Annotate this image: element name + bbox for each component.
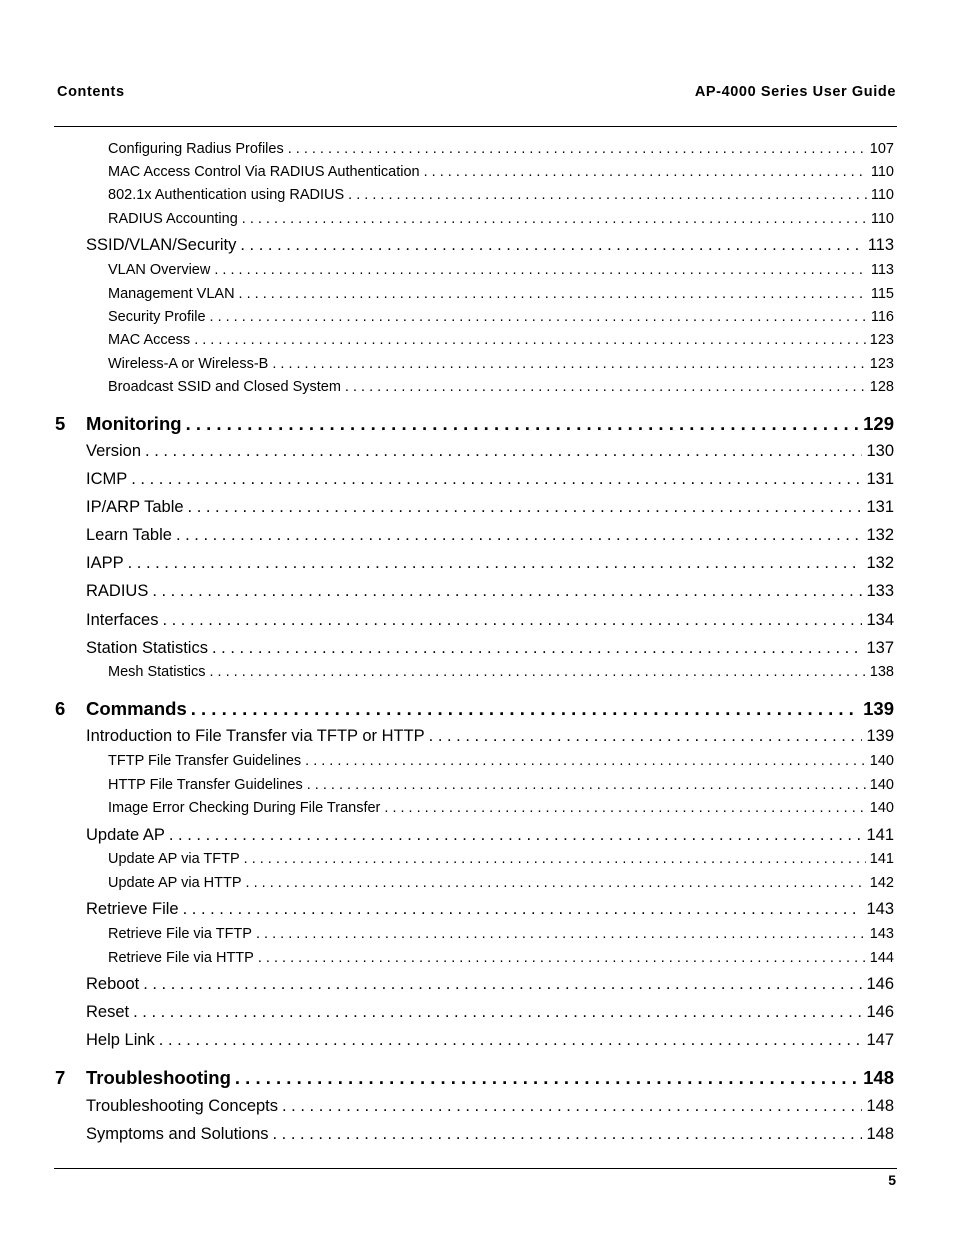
toc-entry-title: Wireless-A or Wireless-B: [108, 356, 269, 372]
toc-dot-leader: [429, 727, 863, 746]
toc-entry-title: Station Statistics: [86, 639, 208, 657]
toc-dot-leader: [282, 1097, 862, 1116]
toc-dot-leader: [191, 698, 859, 720]
toc-dot-leader: [384, 800, 865, 816]
toc-entry[interactable]: [108, 286, 894, 302]
toc-dot-leader: [176, 526, 863, 545]
toc-dot-leader: [131, 470, 862, 489]
toc-dot-leader: [307, 777, 866, 793]
toc-entry-title: HTTP File Transfer Guidelines: [108, 777, 303, 793]
toc-entry[interactable]: [86, 639, 894, 658]
toc-entry-title: Learn Table: [86, 526, 172, 544]
toc-entry[interactable]: [108, 141, 894, 157]
toc-entry-title: Commands: [86, 698, 187, 719]
toc-entry-title: MAC Access: [108, 332, 191, 348]
toc-entry[interactable]: [86, 498, 894, 517]
toc-entry[interactable]: [108, 356, 894, 372]
toc-dot-leader: [235, 1067, 859, 1089]
toc-entry[interactable]: [108, 875, 894, 891]
toc-entry[interactable]: [86, 1031, 894, 1050]
toc-entry[interactable]: [108, 800, 894, 816]
toc-entry-page: 115: [870, 286, 894, 302]
toc-entry-title: Introduction to File Transfer via TFTP or HTTP: [86, 727, 425, 745]
toc-entry-title: Image Error Checking During File Transfer: [108, 800, 381, 816]
toc-dot-leader: [214, 262, 867, 278]
toc-entry-title: VLAN Overview: [108, 262, 211, 278]
toc-entry[interactable]: [108, 309, 894, 325]
toc-entry-page: 131: [866, 470, 894, 488]
toc-entry-page: 113: [867, 236, 894, 254]
toc-entry[interactable]: [86, 1125, 894, 1144]
toc-chapter-entry[interactable]: [55, 698, 894, 720]
footer-rule: [54, 1168, 897, 1169]
toc-entry-title: Security Profile: [108, 309, 206, 325]
toc-entry-page: 146: [866, 975, 894, 993]
toc-dot-leader: [145, 442, 862, 461]
toc-chapter-entry[interactable]: [55, 1067, 894, 1089]
toc-dot-leader: [194, 332, 866, 348]
toc-dot-leader: [183, 900, 863, 919]
toc-entry-page: 141: [869, 851, 894, 867]
toc-entry-page: 139: [863, 698, 894, 719]
toc-entry[interactable]: [86, 727, 894, 746]
toc-entry-page: 138: [869, 664, 894, 680]
toc-entry-title: Symptoms and Solutions: [86, 1125, 269, 1143]
toc-entry-page: 148: [866, 1125, 894, 1143]
toc-dot-leader: [169, 826, 863, 845]
toc-entry-title: SSID/VLAN/Security: [86, 236, 237, 254]
toc-entry[interactable]: [86, 826, 894, 845]
header-guide-title: AP-4000 Series User Guide: [694, 84, 896, 100]
toc-dot-leader: [143, 975, 862, 994]
toc-entry-title: Troubleshooting Concepts: [86, 1097, 279, 1115]
toc-dot-leader: [240, 236, 863, 255]
toc-entry[interactable]: [86, 1097, 894, 1116]
toc-entry[interactable]: [86, 900, 894, 919]
toc-entry[interactable]: [108, 187, 894, 203]
toc-entry-page: 144: [869, 950, 894, 966]
toc-chapter-entry[interactable]: [55, 413, 894, 435]
toc-entry[interactable]: [108, 379, 894, 395]
toc-entry-title: Management VLAN: [108, 286, 235, 302]
toc-chapter-number: 5: [55, 413, 66, 434]
toc-entry[interactable]: [108, 664, 894, 680]
toc-entry-title: Update AP: [86, 826, 165, 844]
toc-entry-title: Update AP via HTTP: [108, 875, 242, 891]
footer-page-number: 5: [888, 1172, 896, 1188]
toc-entry[interactable]: [108, 926, 894, 942]
toc-entry-page: 128: [869, 379, 894, 395]
toc-entry-page: 143: [866, 900, 894, 918]
toc-entry-page: 133: [866, 582, 894, 600]
toc-dot-leader: [305, 753, 866, 769]
toc-entry-title: Reboot: [86, 975, 140, 993]
toc-entry-page: 142: [869, 875, 894, 891]
toc-entry-page: 110: [870, 211, 894, 227]
toc-entry[interactable]: [86, 582, 894, 601]
toc-dot-leader: [159, 1031, 863, 1050]
toc-entry-title: Help Link: [86, 1031, 155, 1049]
toc-entry-title: Update AP via TFTP: [108, 851, 240, 867]
toc-entry-title: RADIUS: [86, 582, 149, 600]
toc-entry-page: 148: [863, 1067, 894, 1088]
toc-entry[interactable]: [86, 526, 894, 545]
toc-entry-page: 107: [869, 141, 894, 157]
toc-entry-page: 140: [869, 777, 894, 793]
toc-entry-title: Troubleshooting: [86, 1067, 231, 1088]
toc-entry-title: Mesh Statistics: [108, 664, 206, 680]
toc-dot-leader: [188, 498, 863, 517]
toc-entry-page: 113: [870, 262, 894, 278]
toc-entry[interactable]: [108, 164, 894, 180]
toc-entry[interactable]: [86, 1003, 894, 1022]
toc-entry[interactable]: [86, 442, 894, 461]
toc-entry-title: Retrieve File via TFTP: [108, 926, 252, 942]
toc-entry-title: MAC Access Control Via RADIUS Authentication: [108, 164, 420, 180]
toc-dot-leader: [288, 141, 866, 157]
toc-dot-leader: [133, 1003, 862, 1022]
toc-entry[interactable]: [108, 851, 894, 867]
toc-dot-leader: [128, 554, 863, 573]
toc-entry[interactable]: [86, 975, 894, 994]
toc-entry-title: IAPP: [86, 554, 124, 572]
toc-entry-title: Broadcast SSID and Closed System: [108, 379, 341, 395]
toc-entry-title: Version: [86, 442, 142, 460]
toc-entry[interactable]: [108, 211, 894, 227]
toc-dot-leader: [162, 611, 862, 630]
toc-dot-leader: [242, 211, 867, 227]
toc-entry-title: TFTP File Transfer Guidelines: [108, 753, 302, 769]
toc-entry-title: Monitoring: [86, 413, 182, 434]
toc-entry[interactable]: [86, 611, 894, 630]
toc-entry-title: IP/ARP Table: [86, 498, 184, 516]
toc-entry-page: 132: [866, 554, 894, 572]
toc-chapter-number: 7: [55, 1067, 66, 1088]
toc-entry-page: 134: [866, 611, 894, 629]
toc-entry-page: 123: [869, 332, 894, 348]
toc-entry[interactable]: [108, 262, 894, 278]
toc-chapter-number: 6: [55, 698, 66, 719]
toc-entry-page: 130: [866, 442, 894, 460]
toc-entry[interactable]: [108, 753, 894, 769]
toc-dot-leader: [273, 1125, 863, 1144]
toc-dot-leader: [212, 639, 862, 658]
toc-entry-page: 143: [869, 926, 894, 942]
toc-entry-title: RADIUS Accounting: [108, 211, 238, 227]
toc-entry-page: 146: [866, 1003, 894, 1021]
toc-entry-page: 137: [866, 639, 894, 657]
toc-entry-title: Configuring Radius Profiles: [108, 141, 284, 157]
toc-dot-leader: [345, 379, 866, 395]
toc-entry-page: 110: [870, 164, 894, 180]
toc-entry[interactable]: [108, 777, 894, 793]
toc-entry[interactable]: [108, 332, 894, 348]
toc-dot-leader: [246, 875, 866, 891]
toc-entry-page: 131: [866, 498, 894, 516]
toc-entry-title: Retrieve File via HTTP: [108, 950, 254, 966]
toc-dot-leader: [256, 926, 866, 942]
toc-dot-leader: [348, 187, 867, 203]
header-section-title: Contents: [57, 84, 125, 100]
toc-entry[interactable]: [86, 236, 894, 255]
toc-entry-page: 139: [866, 727, 894, 745]
toc-entry-page: 148: [866, 1097, 894, 1115]
toc-entry-page: 140: [869, 753, 894, 769]
toc-entry[interactable]: [108, 950, 894, 966]
toc-dot-leader: [424, 164, 867, 180]
toc-entry-page: 129: [863, 413, 894, 434]
toc-dot-leader: [210, 309, 867, 325]
toc-entry-page: 123: [869, 356, 894, 372]
toc-entry-title: Retrieve File: [86, 900, 179, 918]
toc-entry-page: 147: [866, 1031, 894, 1049]
toc-dot-leader: [186, 413, 860, 435]
toc-dot-leader: [244, 851, 866, 867]
toc-entry-page: 110: [870, 187, 894, 203]
toc-dot-leader: [239, 286, 867, 302]
toc-entry-title: ICMP: [86, 470, 128, 488]
toc-entry-page: 132: [866, 526, 894, 544]
toc-dot-leader: [152, 582, 862, 601]
toc-entry-page: 140: [869, 800, 894, 816]
toc-dot-leader: [210, 664, 866, 680]
toc-dot-leader: [272, 356, 865, 372]
toc-entry-page: 116: [870, 309, 894, 325]
toc-entry[interactable]: [86, 470, 894, 489]
toc-dot-leader: [258, 950, 866, 966]
toc-entry-page: 141: [866, 826, 894, 844]
toc-entry-title: Interfaces: [86, 611, 159, 629]
toc-entry-title: Reset: [86, 1003, 130, 1021]
toc-entry-title: 802.1x Authentication using RADIUS: [108, 187, 345, 203]
toc-entry[interactable]: [86, 554, 894, 573]
